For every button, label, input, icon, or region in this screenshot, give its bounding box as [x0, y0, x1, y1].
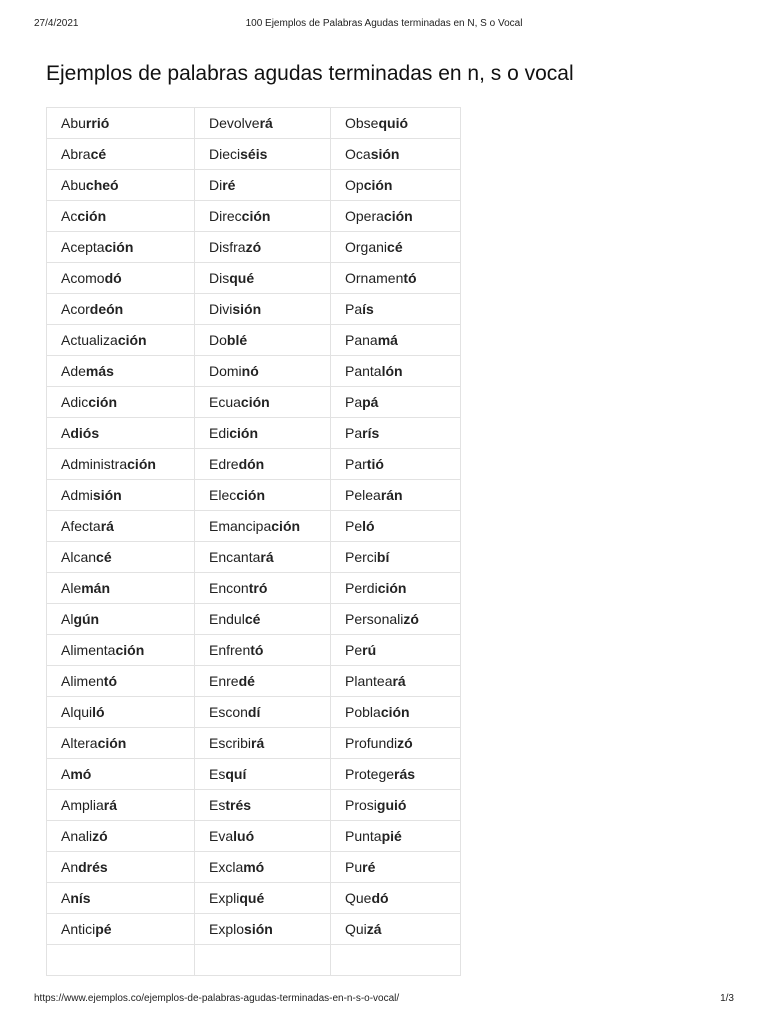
word-stressed-syllable: ción — [380, 704, 410, 720]
word-unstressed-part: Op — [345, 177, 364, 193]
word-cell — [47, 139, 195, 170]
words-table-body — [47, 108, 461, 976]
word-stressed-syllable: sión — [232, 301, 262, 317]
word-unstressed-part: Altera — [61, 735, 98, 751]
word-cell — [195, 883, 331, 914]
word-unstressed-part: A — [61, 425, 71, 441]
word-cell — [331, 480, 461, 511]
table-row — [47, 666, 461, 697]
table-row — [47, 945, 461, 976]
word-unstressed-part: Acor — [61, 301, 90, 317]
word-stressed-syllable: deón — [89, 301, 124, 317]
word-unstressed-part: Pana — [345, 332, 378, 348]
word-unstressed-part: Alimen — [61, 673, 104, 689]
word-unstressed-part: Di — [209, 177, 223, 193]
word-stressed-syllable: dí — [247, 704, 261, 720]
word-unstressed-part: Ac — [61, 208, 78, 224]
word-stressed-syllable: ción — [271, 518, 301, 534]
word-unstressed-part: Pu — [345, 859, 363, 875]
word-unstressed-part: Edi — [209, 425, 230, 441]
word-unstressed-part: Pe — [345, 642, 363, 658]
word-cell — [47, 573, 195, 604]
word-stressed-syllable: séis — [240, 146, 268, 162]
word-stressed-syllable: ción — [88, 394, 118, 410]
word-unstressed-part: Expli — [209, 890, 240, 906]
word-stressed-syllable: sión — [370, 146, 400, 162]
word-unstressed-part: Que — [345, 890, 372, 906]
word-cell — [195, 108, 331, 139]
word-unstressed-part: Opera — [345, 208, 384, 224]
word-cell — [331, 511, 461, 542]
word-cell — [331, 883, 461, 914]
word-cell — [47, 728, 195, 759]
word-stressed-syllable: zó — [245, 239, 262, 255]
word-stressed-syllable: rís — [362, 425, 380, 441]
word-stressed-syllable: rú — [362, 642, 377, 658]
word-unstressed-part: Alimenta — [61, 642, 116, 658]
word-stressed-syllable: más — [85, 363, 114, 379]
word-stressed-syllable: qué — [239, 890, 265, 906]
word-cell — [331, 604, 461, 635]
word-cell — [195, 635, 331, 666]
word-unstressed-part: Adic — [61, 394, 89, 410]
table-row — [47, 356, 461, 387]
print-header-title: 100 Ejemplos de Palabras Agudas terminadas en N, S o Vocal — [245, 18, 523, 29]
word-cell — [331, 573, 461, 604]
word-cell — [47, 294, 195, 325]
word-cell — [331, 790, 461, 821]
table-row — [47, 170, 461, 201]
table-row — [47, 821, 461, 852]
word-stressed-syllable: rá — [251, 735, 265, 751]
word-unstressed-part: Organi — [345, 239, 388, 255]
word-stressed-syllable: sión — [244, 921, 273, 937]
word-stressed-syllable: pié — [381, 828, 402, 844]
table-row — [47, 914, 461, 945]
word-stressed-syllable: mó — [70, 766, 92, 782]
word-cell — [331, 852, 461, 883]
word-cell — [195, 790, 331, 821]
word-unstressed-part: Endul — [209, 611, 245, 627]
table-row — [47, 294, 461, 325]
word-cell — [331, 449, 461, 480]
word-cell — [195, 759, 331, 790]
word-unstressed-part: Personali — [345, 611, 404, 627]
word-stressed-syllable: rán — [380, 487, 403, 503]
page-url[interactable]: https://www.ejemplos.co/ejemplos-de-palabras-agudas-terminadas-en-n-s-o-vocal/ — [34, 993, 400, 1004]
word-cell — [47, 449, 195, 480]
word-stressed-syllable: luó — [233, 828, 255, 844]
word-unstressed-part: Excla — [209, 859, 244, 875]
word-stressed-syllable: rrió — [85, 115, 110, 131]
word-stressed-syllable: tió — [366, 456, 384, 472]
table-row — [47, 573, 461, 604]
word-cell — [195, 604, 331, 635]
word-stressed-syllable: ción — [383, 208, 413, 224]
word-unstressed-part: A — [61, 890, 71, 906]
word-cell — [47, 790, 195, 821]
word-cell — [195, 294, 331, 325]
word-cell — [47, 263, 195, 294]
word-unstressed-part: A — [61, 766, 71, 782]
word-cell — [47, 511, 195, 542]
word-stressed-syllable: ción — [115, 642, 145, 658]
table-row — [47, 511, 461, 542]
word-cell — [195, 914, 331, 945]
word-cell — [47, 170, 195, 201]
table-row — [47, 542, 461, 573]
word-stressed-syllable: ción — [377, 580, 407, 596]
word-cell — [47, 604, 195, 635]
word-cell — [331, 263, 461, 294]
word-unstressed-part: Devolve — [209, 115, 260, 131]
table-row — [47, 418, 461, 449]
page-number: 1/3 — [720, 993, 734, 1004]
word-cell — [47, 821, 195, 852]
word-stressed-syllable: ís — [362, 301, 374, 317]
word-unstressed-part: Antici — [61, 921, 96, 937]
table-row — [47, 387, 461, 418]
page-title: Ejemplos de palabras agudas terminadas en n, s o vocal — [46, 62, 574, 85]
word-cell — [47, 325, 195, 356]
word-stressed-syllable: tró — [248, 580, 268, 596]
word-cell — [195, 821, 331, 852]
word-cell — [47, 387, 195, 418]
word-unstressed-part: Protege — [345, 766, 395, 782]
word-cell — [195, 170, 331, 201]
word-stressed-syllable: quí — [225, 766, 247, 782]
word-cell — [331, 232, 461, 263]
word-cell — [195, 697, 331, 728]
word-unstressed-part: Domi — [209, 363, 242, 379]
table-row — [47, 139, 461, 170]
word-unstressed-part: Escribi — [209, 735, 252, 751]
word-cell — [195, 325, 331, 356]
word-stressed-syllable: dé — [238, 673, 255, 689]
word-stressed-syllable: tó — [403, 270, 417, 286]
word-unstressed-part: Divi — [209, 301, 233, 317]
word-cell — [47, 635, 195, 666]
word-unstressed-part: Acepta — [61, 239, 105, 255]
word-cell — [331, 294, 461, 325]
word-cell — [331, 635, 461, 666]
print-date: 27/4/2021 — [34, 18, 79, 29]
word-stressed-syllable: ción — [97, 735, 127, 751]
word-stressed-syllable: trés — [225, 797, 252, 813]
word-cell — [47, 356, 195, 387]
word-unstressed-part: Prosi — [345, 797, 377, 813]
word-unstressed-part: Actualiza — [61, 332, 118, 348]
table-row — [47, 108, 461, 139]
word-unstressed-part: Direc — [209, 208, 242, 224]
table-row — [47, 728, 461, 759]
word-stressed-syllable: lón — [381, 363, 403, 379]
word-stressed-syllable: ló — [362, 518, 375, 534]
word-unstressed-part: Encon — [209, 580, 249, 596]
word-stressed-syllable: gún — [73, 611, 100, 627]
word-unstressed-part: Admi — [61, 487, 93, 503]
word-stressed-syllable: ción — [240, 394, 270, 410]
word-unstressed-part: Panta — [345, 363, 382, 379]
word-cell — [331, 697, 461, 728]
word-unstressed-part: Pa — [345, 301, 363, 317]
word-unstressed-part: Acomo — [61, 270, 105, 286]
word-cell — [195, 139, 331, 170]
word-cell — [47, 914, 195, 945]
word-stressed-syllable: dó — [371, 890, 389, 906]
word-unstressed-part: Pobla — [345, 704, 381, 720]
word-unstressed-part: Punta — [345, 828, 382, 844]
word-stressed-syllable: dón — [238, 456, 265, 472]
word-cell — [331, 759, 461, 790]
word-stressed-syllable: zó — [92, 828, 108, 844]
word-unstressed-part: Enre — [209, 673, 239, 689]
word-cell — [195, 263, 331, 294]
word-stressed-syllable: ré — [222, 177, 236, 193]
word-unstressed-part: Administra — [61, 456, 128, 472]
word-stressed-syllable: pá — [362, 394, 379, 410]
word-stressed-syllable: rá — [392, 673, 406, 689]
word-stressed-syllable: ción — [127, 456, 156, 472]
word-unstressed-part: Es — [209, 766, 226, 782]
word-unstressed-part: Eva — [209, 828, 234, 844]
word-unstressed-part: Pe — [345, 518, 363, 534]
word-unstressed-part: Ornamen — [345, 270, 404, 286]
table-row — [47, 759, 461, 790]
word-cell — [331, 945, 461, 976]
word-unstressed-part: Ecua — [209, 394, 241, 410]
word-unstressed-part: Abu — [61, 115, 86, 131]
table-row — [47, 263, 461, 294]
word-unstressed-part: Ale — [61, 580, 82, 596]
word-cell — [195, 232, 331, 263]
word-cell — [195, 666, 331, 697]
word-cell — [195, 201, 331, 232]
word-stressed-syllable: ción — [236, 487, 266, 503]
word-cell — [195, 945, 331, 976]
word-unstressed-part: Abu — [61, 177, 86, 193]
table-row — [47, 852, 461, 883]
word-unstressed-part: Amplia — [61, 797, 104, 813]
table-row — [47, 449, 461, 480]
word-cell — [47, 108, 195, 139]
word-cell — [47, 201, 195, 232]
word-cell — [47, 666, 195, 697]
word-unstressed-part: Do — [209, 332, 227, 348]
word-unstressed-part: Anali — [61, 828, 93, 844]
word-cell — [195, 542, 331, 573]
word-unstressed-part: Abra — [61, 146, 91, 162]
word-unstressed-part: Dieci — [209, 146, 241, 162]
word-cell — [195, 418, 331, 449]
word-stressed-syllable: cé — [387, 239, 403, 255]
word-unstressed-part: Obse — [345, 115, 379, 131]
word-stressed-syllable: zó — [403, 611, 419, 627]
word-stressed-syllable: bí — [376, 549, 390, 565]
word-stressed-syllable: ción — [104, 239, 134, 255]
word-cell — [331, 108, 461, 139]
word-unstressed-part: Afecta — [61, 518, 101, 534]
word-cell — [331, 170, 461, 201]
word-cell — [195, 511, 331, 542]
word-unstressed-part: Escon — [209, 704, 248, 720]
word-stressed-syllable: guió — [376, 797, 407, 813]
word-cell — [47, 759, 195, 790]
word-unstressed-part: Pelea — [345, 487, 381, 503]
word-stressed-syllable: mó — [243, 859, 265, 875]
word-unstressed-part: Alqui — [61, 704, 93, 720]
word-stressed-syllable: má — [377, 332, 398, 348]
word-stressed-syllable: ción — [77, 208, 107, 224]
word-stressed-syllable: ré — [362, 859, 376, 875]
word-stressed-syllable: sión — [92, 487, 122, 503]
word-unstressed-part: Qui — [345, 921, 367, 937]
word-unstressed-part: Plantea — [345, 673, 393, 689]
word-stressed-syllable: ción — [229, 425, 259, 441]
word-stressed-syllable: dó — [104, 270, 122, 286]
word-cell — [331, 387, 461, 418]
word-unstressed-part: Oca — [345, 146, 371, 162]
word-stressed-syllable: mán — [81, 580, 111, 596]
word-cell — [195, 356, 331, 387]
word-unstressed-part: Enfren — [209, 642, 251, 658]
word-cell — [47, 480, 195, 511]
word-cell — [195, 449, 331, 480]
word-stressed-syllable: zá — [366, 921, 382, 937]
word-stressed-syllable: nó — [241, 363, 259, 379]
word-stressed-syllable: rá — [100, 518, 114, 534]
word-cell — [195, 480, 331, 511]
word-stressed-syllable: quió — [378, 115, 409, 131]
table-row — [47, 325, 461, 356]
word-cell — [331, 728, 461, 759]
table-row — [47, 604, 461, 635]
word-stressed-syllable: cé — [90, 146, 107, 162]
word-unstressed-part: Par — [345, 456, 367, 472]
word-cell — [331, 418, 461, 449]
word-unstressed-part: Encanta — [209, 549, 261, 565]
word-cell — [47, 697, 195, 728]
word-cell — [47, 945, 195, 976]
word-unstressed-part: Pa — [345, 394, 363, 410]
word-cell — [195, 573, 331, 604]
word-stressed-syllable: pé — [95, 921, 112, 937]
word-cell — [331, 139, 461, 170]
table-row — [47, 201, 461, 232]
word-unstressed-part: An — [61, 859, 79, 875]
word-stressed-syllable: drés — [78, 859, 108, 875]
word-unstressed-part: Explo — [209, 921, 245, 937]
word-unstressed-part: Ade — [61, 363, 86, 379]
table-row — [47, 883, 461, 914]
word-stressed-syllable: nís — [70, 890, 91, 906]
word-unstressed-part: Emancipa — [209, 518, 272, 534]
word-unstressed-part: Al — [61, 611, 74, 627]
table-row — [47, 697, 461, 728]
word-cell — [195, 387, 331, 418]
word-unstressed-part: Disfra — [209, 239, 246, 255]
word-stressed-syllable: qué — [229, 270, 255, 286]
word-stressed-syllable: rás — [394, 766, 416, 782]
word-stressed-syllable: cheó — [85, 177, 119, 193]
word-unstressed-part: Perci — [345, 549, 377, 565]
word-stressed-syllable: zó — [397, 735, 413, 751]
word-stressed-syllable: ción — [117, 332, 147, 348]
word-cell — [331, 325, 461, 356]
word-cell — [331, 914, 461, 945]
word-unstressed-part: Dis — [209, 270, 230, 286]
word-stressed-syllable: tó — [250, 642, 264, 658]
word-unstressed-part: Elec — [209, 487, 237, 503]
word-cell — [331, 821, 461, 852]
word-stressed-syllable: ción — [363, 177, 393, 193]
word-cell — [331, 666, 461, 697]
word-stressed-syllable: blé — [226, 332, 248, 348]
table-row — [47, 480, 461, 511]
word-unstressed-part: Es — [209, 797, 226, 813]
word-cell — [47, 883, 195, 914]
word-stressed-syllable: tó — [103, 673, 118, 689]
word-unstressed-part: Perdi — [345, 580, 378, 596]
word-stressed-syllable: ción — [241, 208, 271, 224]
word-stressed-syllable: rá — [259, 115, 273, 131]
table-row — [47, 790, 461, 821]
word-cell — [195, 728, 331, 759]
table-row — [47, 232, 461, 263]
word-cell — [195, 852, 331, 883]
word-stressed-syllable: diós — [70, 425, 100, 441]
word-unstressed-part: Edre — [209, 456, 239, 472]
word-stressed-syllable: rá — [103, 797, 118, 813]
word-unstressed-part: Pa — [345, 425, 363, 441]
word-cell — [47, 232, 195, 263]
word-cell — [47, 852, 195, 883]
table-row — [47, 635, 461, 666]
word-unstressed-part: Alcan — [61, 549, 97, 565]
word-cell — [47, 418, 195, 449]
words-table — [46, 107, 461, 976]
word-cell — [47, 542, 195, 573]
word-unstressed-part: Profundi — [345, 735, 398, 751]
word-cell — [331, 542, 461, 573]
word-stressed-syllable: ló — [92, 704, 105, 720]
word-stressed-syllable: cé — [244, 611, 261, 627]
word-stressed-syllable: cé — [96, 549, 112, 565]
word-stressed-syllable: rá — [260, 549, 274, 565]
word-cell — [331, 201, 461, 232]
word-cell — [331, 356, 461, 387]
